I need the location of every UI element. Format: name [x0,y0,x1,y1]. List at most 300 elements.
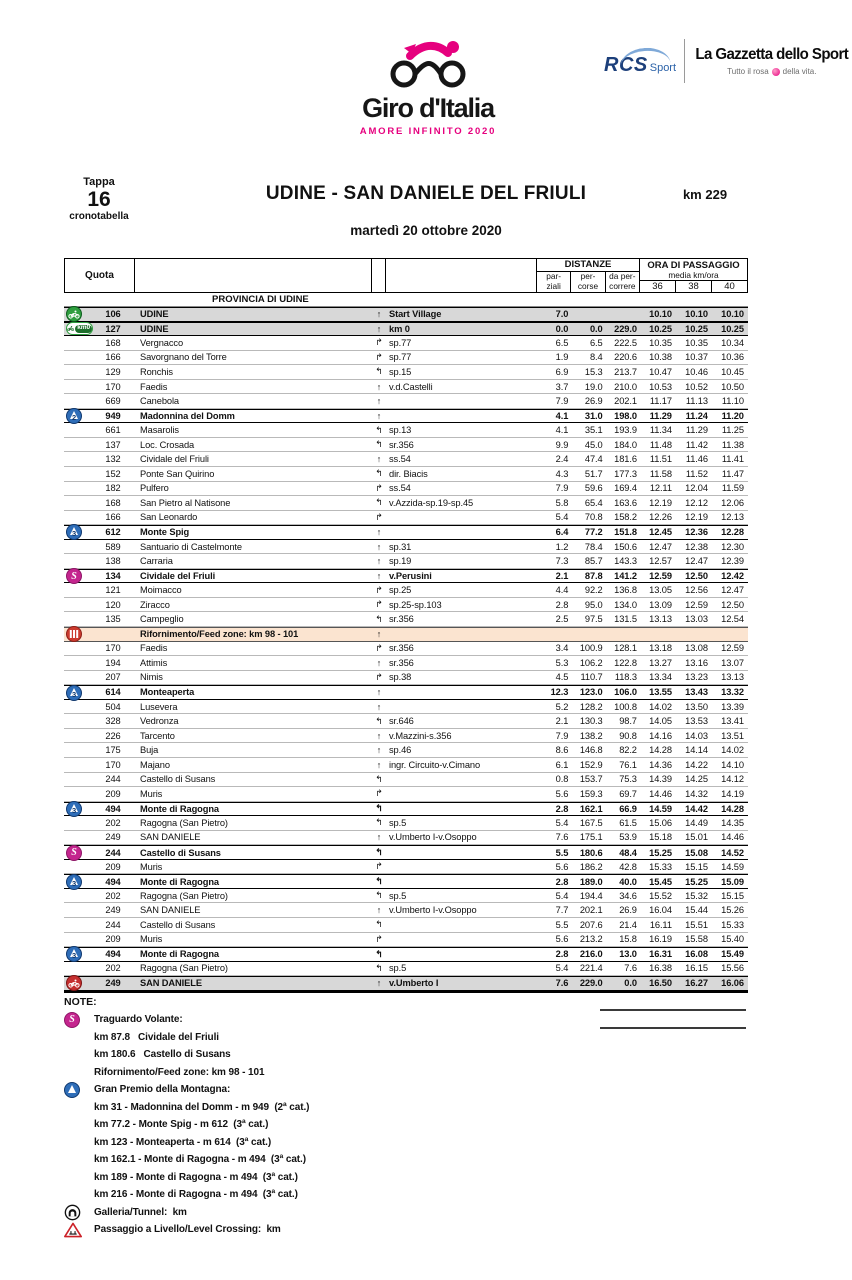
time-at-40-cell: 10.36 [721,352,744,363]
altitude-cell: 612 [105,527,121,538]
direction-arrow-icon: ↑ [376,687,382,698]
time-at-38-cell: 15.15 [685,861,708,872]
altitude-cell: 127 [105,323,121,334]
time-at-36-cell: 12.59 [649,571,672,582]
time-at-36-cell: 16.19 [649,934,672,945]
direction-arrow-icon: ↱ [375,788,383,799]
time-at-40-cell: 14.59 [721,861,744,872]
road-cell: sr.356 [389,439,414,450]
covered-km-cell: 97.5 [584,614,603,625]
covered-km-cell: 202.1 [579,905,603,916]
time-at-40-cell: 12.39 [721,556,744,567]
direction-arrow-icon: ↰ [375,817,383,828]
locality-cell: Ragogna (San Pietro) [140,963,228,974]
note-text: km 216 - Monte di Ragogna - m 494 (3ª cat.) [94,1189,298,1201]
covered-km-cell: 8.4 [589,352,603,363]
partial-km-cell: 1.2 [555,541,569,552]
table-row [64,351,748,366]
covered-km-cell: 95.0 [584,599,603,610]
covered-km-cell: 100.9 [579,643,603,654]
time-at-38-cell: 11.13 [685,396,708,407]
time-at-36-cell: 10.47 [649,366,672,377]
direction-arrow-icon: ↑ [376,309,382,320]
time-at-36-cell: 14.39 [649,774,672,785]
partial-km-cell: 0.0 [555,323,569,334]
time-at-36-cell: 11.29 [649,411,672,422]
covered-km-cell: 207.6 [579,919,603,930]
table-row [64,773,748,788]
stage-date: martedì 20 ottobre 2020 [350,223,502,238]
header-speed: 38 [675,281,711,293]
altitude-cell: 194 [105,657,121,668]
direction-arrow-icon: ↑ [376,571,382,582]
time-at-38-cell: 11.46 [685,454,708,465]
road-cell: sr.356 [389,614,414,625]
altitude-cell: 209 [105,861,121,872]
locality-cell: Campeglio [140,614,184,625]
header-speed: 40 [711,281,747,293]
time-at-38-cell: 16.27 [685,978,708,989]
road-cell: sp.77 [389,337,412,348]
road-cell: sp.5 [389,890,407,901]
time-at-40-cell: 10.10 [721,309,744,320]
note-icon-cell [64,1222,94,1238]
giro-ditalia-logo [340,34,516,137]
altitude-cell: 207 [105,672,121,683]
direction-arrow-icon: ↰ [375,439,383,450]
page-title: UDINE - SAN DANIELE DEL FRIULI [265,183,587,204]
road-cell: sp.38 [389,672,412,683]
time-at-40-cell: 15.49 [721,949,744,960]
covered-km-cell: 51.7 [584,468,603,479]
altitude-cell: 170 [105,643,121,654]
covered-km-cell: 229.0 [579,978,603,989]
header-passage-time: ORA DI PASSAGGIO media km/ora 36 38 40 [639,259,747,292]
locality-cell: Rifornimento/Feed zone: km 98 - 101 [140,629,299,640]
giro-cyclist-icon [380,34,476,88]
notes-title: NOTE: [64,996,97,1008]
covered-km-cell: 59.6 [584,483,603,494]
time-at-38-cell: 11.29 [685,425,708,436]
table-header [64,258,748,293]
time-at-40-cell: 10.45 [721,366,744,377]
note-text: km 189 - Monte di Ragogna - m 494 (3ª cat.) [94,1171,298,1183]
note-text: km 180.6 Castello di Susans [94,1049,231,1061]
direction-arrow-icon: ↰ [375,847,383,857]
covered-km-cell: 130.3 [579,716,603,727]
table-row [64,394,748,409]
time-at-36-cell: 11.34 [649,425,672,436]
note-item [64,1046,624,1064]
time-at-38-cell: 12.19 [685,512,708,523]
time-at-36-cell: 12.47 [649,541,672,552]
covered-km-cell: 162.1 [579,803,603,814]
time-at-36-cell: 12.11 [649,483,672,494]
covered-km-cell: 19.0 [584,381,603,392]
covered-km-cell: 159.3 [579,788,603,799]
road-cell: sp.25 [389,585,412,596]
time-at-40-cell: 11.20 [721,411,744,422]
altitude-cell: 170 [105,381,121,392]
altitude-cell: 120 [105,599,121,610]
time-at-38-cell: 11.24 [685,411,708,422]
table-row [64,525,748,540]
direction-arrow-icon: ↑ [376,657,382,668]
time-at-36-cell: 10.10 [649,309,672,320]
time-at-36-cell: 14.36 [649,759,672,770]
remaining-km-cell: 151.8 [614,527,637,538]
altitude-cell: 244 [105,847,121,858]
time-at-40-cell: 14.52 [721,847,744,858]
locality-cell: Masarolis [140,425,179,436]
partial-km-cell: 5.2 [555,701,569,712]
row-icon-cell [64,306,92,322]
table-row [64,671,748,686]
time-at-40-cell: 12.47 [721,585,744,596]
covered-km-cell: 175.1 [579,832,603,843]
locality-cell: SAN DANIELE [140,832,201,843]
remaining-km-cell: 229.0 [614,323,637,334]
time-at-38-cell: 14.32 [685,788,708,799]
time-at-38-cell: 12.50 [685,571,708,582]
table-row [64,743,748,758]
time-at-40-cell: 12.42 [721,571,744,582]
remaining-km-cell: 26.9 [619,905,637,916]
time-at-38-cell: 13.53 [685,716,708,727]
header-dist-subcol: per- corse [570,272,604,293]
time-at-40-cell: 13.41 [721,716,744,727]
covered-km-cell: 92.2 [584,585,603,596]
direction-arrow-icon: ↑ [376,411,382,422]
table-row [64,307,748,322]
altitude-cell: 106 [105,309,121,320]
table-row [64,627,748,642]
covered-km-cell: 110.7 [580,672,603,683]
road-cell: ss.54 [389,454,411,465]
cronotabella-table [64,258,748,993]
partial-km-cell: 5.4 [555,890,569,901]
remaining-km-cell: 141.2 [614,571,637,582]
remaining-km-cell: 75.3 [619,774,637,785]
locality-cell: Canebola [140,396,180,407]
time-at-36-cell: 10.35 [649,337,672,348]
table-row [64,860,748,875]
row-icon-cell [64,874,92,890]
time-at-38-cell: 15.25 [685,876,708,887]
road-cell: v.Azzida-sp.19-sp.45 [389,497,474,508]
partial-km-cell: 6.4 [555,527,569,538]
altitude-cell: 589 [105,541,121,552]
partial-km-cell: 5.4 [555,817,569,828]
gpm-mountain-icon: 3 [66,524,82,540]
locality-cell: Cividale del Friuli [140,454,209,465]
table-row [64,700,748,715]
direction-arrow-icon: ↰ [375,773,383,784]
header-dist-subcol: par- ziali [546,271,562,291]
time-at-38-cell: 14.49 [685,817,708,828]
table-row [64,831,748,846]
giro-logo-text: Giro d'Italia [362,93,494,123]
table-row [64,918,748,933]
finish-icon [66,975,82,991]
table-row [64,656,748,671]
time-at-36-cell: 14.59 [649,803,672,814]
covered-km-cell: 0.0 [589,323,603,334]
note-item [64,1169,624,1187]
covered-km-cell: 189.0 [579,876,603,887]
time-at-38-cell: 12.04 [685,483,708,494]
road-cell: v.Umberto I [389,978,439,989]
remaining-km-cell: 184.0 [614,439,637,450]
time-at-40-cell: 12.59 [721,643,744,654]
table-row [64,409,748,424]
time-at-40-cell: 12.30 [721,541,744,552]
time-at-40-cell: 14.19 [721,788,744,799]
partial-km-cell: 7.3 [555,556,569,567]
altitude-cell: 249 [105,905,121,916]
remaining-km-cell: 61.5 [619,817,637,828]
remaining-km-cell: 158.2 [614,512,637,523]
direction-arrow-icon: ↰ [375,876,383,887]
time-at-40-cell: 15.15 [721,890,744,901]
direction-arrow-icon: ↱ [375,599,383,610]
remaining-km-cell: 100.8 [614,701,637,712]
table-row [64,598,748,613]
locality-cell: Ragogna (San Pietro) [140,817,228,828]
time-at-36-cell: 13.18 [649,643,672,654]
direction-arrow-icon: ↑ [376,323,382,334]
direction-arrow-icon: ↑ [376,454,382,465]
row-icon-cell [64,975,92,991]
altitude-cell: 137 [105,439,121,450]
signature-line [600,1027,746,1029]
road-cell: v.Umberto I-v.Osoppo [389,905,477,916]
remaining-km-cell: 40.0 [619,876,637,887]
road-cell: v.d.Castelli [389,381,433,392]
time-at-40-cell: 12.50 [721,599,744,610]
altitude-cell: 152 [105,468,121,479]
partial-km-cell: 2.5 [555,614,569,625]
locality-cell: Faedis [140,381,168,392]
remaining-km-cell: 163.6 [614,497,637,508]
road-cell: ingr. Circuito-v.Cimano [389,759,481,770]
covered-km-cell: 47.4 [584,454,603,465]
road-cell: v.Mazzini-s.356 [389,730,452,741]
table-row [64,845,748,860]
remaining-km-cell: 118.3 [614,672,637,683]
note-text: Galleria/Tunnel: km [94,1206,187,1218]
note-item [64,1204,624,1222]
partial-km-cell: 6.9 [555,366,569,377]
covered-km-cell: 221.4 [579,963,603,974]
time-at-40-cell: 13.07 [721,657,744,668]
covered-km-cell: 65.4 [584,497,603,508]
start-village-icon [66,306,82,322]
remaining-km-cell: 13.0 [619,949,637,960]
partial-km-cell: 0.8 [555,774,569,785]
table-row [64,423,748,438]
locality-cell: San Pietro al Natisone [140,497,231,508]
locality-cell: Monte di Ragogna [140,803,219,814]
note-item [64,1186,624,1204]
road-cell: sr.356 [389,657,414,668]
altitude-cell: 135 [105,614,121,625]
table-row [64,947,748,962]
time-at-40-cell: 11.10 [721,396,744,407]
direction-arrow-icon: ↱ [375,584,383,595]
partial-km-cell: 5.6 [555,861,569,872]
time-at-38-cell: 14.03 [685,730,708,741]
logo-divider [684,39,685,83]
altitude-cell: 614 [105,687,121,698]
direction-arrow-icon: ↱ [375,337,383,348]
time-at-40-cell: 11.47 [721,468,744,479]
direction-arrow-icon: ↑ [376,381,382,392]
time-at-38-cell: 15.44 [685,905,708,916]
altitude-cell: 202 [105,963,121,974]
covered-km-cell: 216.0 [579,949,603,960]
covered-km-cell: 138.2 [579,730,603,741]
table-row [64,583,748,598]
remaining-km-cell: 210.0 [614,381,637,392]
row-icon-cell [64,408,92,424]
direction-arrow-icon: ↰ [375,497,383,508]
time-at-40-cell: 16.06 [721,978,744,989]
table-row [64,758,748,773]
time-at-36-cell: 11.48 [649,439,672,450]
time-at-38-cell: 16.15 [685,963,708,974]
covered-km-cell: 153.7 [579,774,603,785]
altitude-cell: 494 [105,876,121,887]
road-cell: sp.46 [389,745,412,756]
table-row [64,612,748,627]
remaining-km-cell: 169.4 [614,483,637,494]
gazzetta-logo: La Gazzetta dello Sport Tutto il rosa della vita. [695,46,849,76]
road-cell: sp.15 [389,366,412,377]
direction-arrow-icon: ↱ [375,351,383,362]
altitude-cell: 494 [105,949,121,960]
locality-cell: Moimacco [140,585,182,596]
table-row [64,976,748,991]
direction-arrow-icon: ↱ [375,482,383,493]
partial-km-cell: 2.8 [555,803,569,814]
stage-number: 16 [87,188,111,211]
row-icon-cell [64,845,92,861]
remaining-km-cell: 202.1 [614,396,637,407]
time-at-36-cell: 10.25 [649,323,672,334]
row-icon-cell [64,626,92,642]
partial-km-cell: 4.4 [555,585,569,596]
time-at-36-cell: 16.11 [649,919,672,930]
time-at-40-cell: 10.25 [721,323,744,334]
header-road [385,259,536,292]
time-at-36-cell: 13.05 [649,585,672,596]
covered-km-cell: 186.2 [579,861,603,872]
covered-km-cell: 167.5 [579,817,603,828]
time-at-38-cell: 13.23 [685,672,708,683]
direction-arrow-icon: ↰ [375,468,383,479]
partial-km-cell: 2.8 [555,876,569,887]
remaining-km-cell: 90.8 [619,730,637,741]
partial-km-cell: 5.5 [555,919,569,930]
road-cell: sp.5 [389,963,407,974]
altitude-cell: 202 [105,890,121,901]
altitude-cell: 209 [105,934,121,945]
remaining-km-cell: 7.6 [624,963,637,974]
sprint-icon: S [66,568,82,584]
locality-cell: Monte Spig [140,527,190,538]
altitude-cell: 170 [105,759,121,770]
time-at-38-cell: 15.08 [685,847,708,858]
note-text: km 77.2 - Monte Spig - m 612 (3ª cat.) [94,1119,269,1131]
row-icon-cell [64,322,92,335]
table-row [64,729,748,744]
direction-arrow-icon: ↰ [375,424,383,435]
time-at-36-cell: 12.19 [649,497,672,508]
direction-arrow-icon: ↰ [375,948,383,959]
rcs-swoosh-icon [619,46,670,66]
time-at-38-cell: 15.32 [685,890,708,901]
note-item [64,1151,624,1169]
partial-km-cell: 5.4 [555,512,569,523]
time-at-38-cell: 10.52 [685,381,708,392]
time-at-40-cell: 15.40 [721,934,744,945]
time-at-36-cell: 11.51 [649,454,672,465]
locality-cell: SAN DANIELE [140,978,202,989]
time-at-40-cell: 12.54 [721,614,744,625]
road-cell: v.Umberto I-v.Osoppo [389,832,477,843]
level-crossing-icon [64,1222,82,1238]
note-text: km 87.8 Cividale del Friuli [94,1031,219,1043]
locality-cell: Castello di Susans [140,774,216,785]
table-row [64,482,748,497]
covered-km-cell: 6.5 [589,337,603,348]
direction-arrow-icon: ↑ [376,745,382,756]
table-row [64,642,748,657]
gpm-mountain-icon: 3 [66,946,82,962]
remaining-km-cell: 106.0 [614,687,637,698]
direction-arrow-icon: ↱ [375,642,383,653]
time-at-38-cell: 14.25 [685,774,708,785]
table-row [64,540,748,555]
giro-tagline: AMORE INFINITO 2020 [359,126,497,137]
time-at-38-cell: 14.42 [685,803,708,814]
covered-km-cell: 106.2 [579,657,603,668]
partial-km-cell: 2.1 [555,571,569,582]
remaining-km-cell: 15.8 [619,934,637,945]
table-row [64,336,748,351]
covered-km-cell: 15.3 [584,366,603,377]
row-icon-cell [64,946,92,962]
locality-cell: Savorgnano del Torre [140,352,227,363]
road-cell: sp.5 [389,817,407,828]
note-text: Passaggio a Livello/Level Crossing: km [94,1224,281,1236]
remaining-km-cell: 0.0 [624,978,637,989]
road-cell: sr.356 [389,643,414,654]
time-at-36-cell: 12.45 [649,527,672,538]
time-at-36-cell: 13.27 [649,657,672,668]
km-zero-icon: km0 [66,322,93,335]
altitude-cell: 166 [105,352,121,363]
time-at-36-cell: 12.26 [649,512,672,523]
covered-km-cell: 87.8 [584,571,603,582]
time-at-40-cell: 15.56 [721,963,744,974]
time-at-40-cell: 14.46 [721,832,744,843]
locality-cell: Tarcento [140,730,175,741]
table-row [64,467,748,482]
time-at-40-cell: 10.34 [721,337,744,348]
partial-km-cell: 3.7 [555,381,569,392]
